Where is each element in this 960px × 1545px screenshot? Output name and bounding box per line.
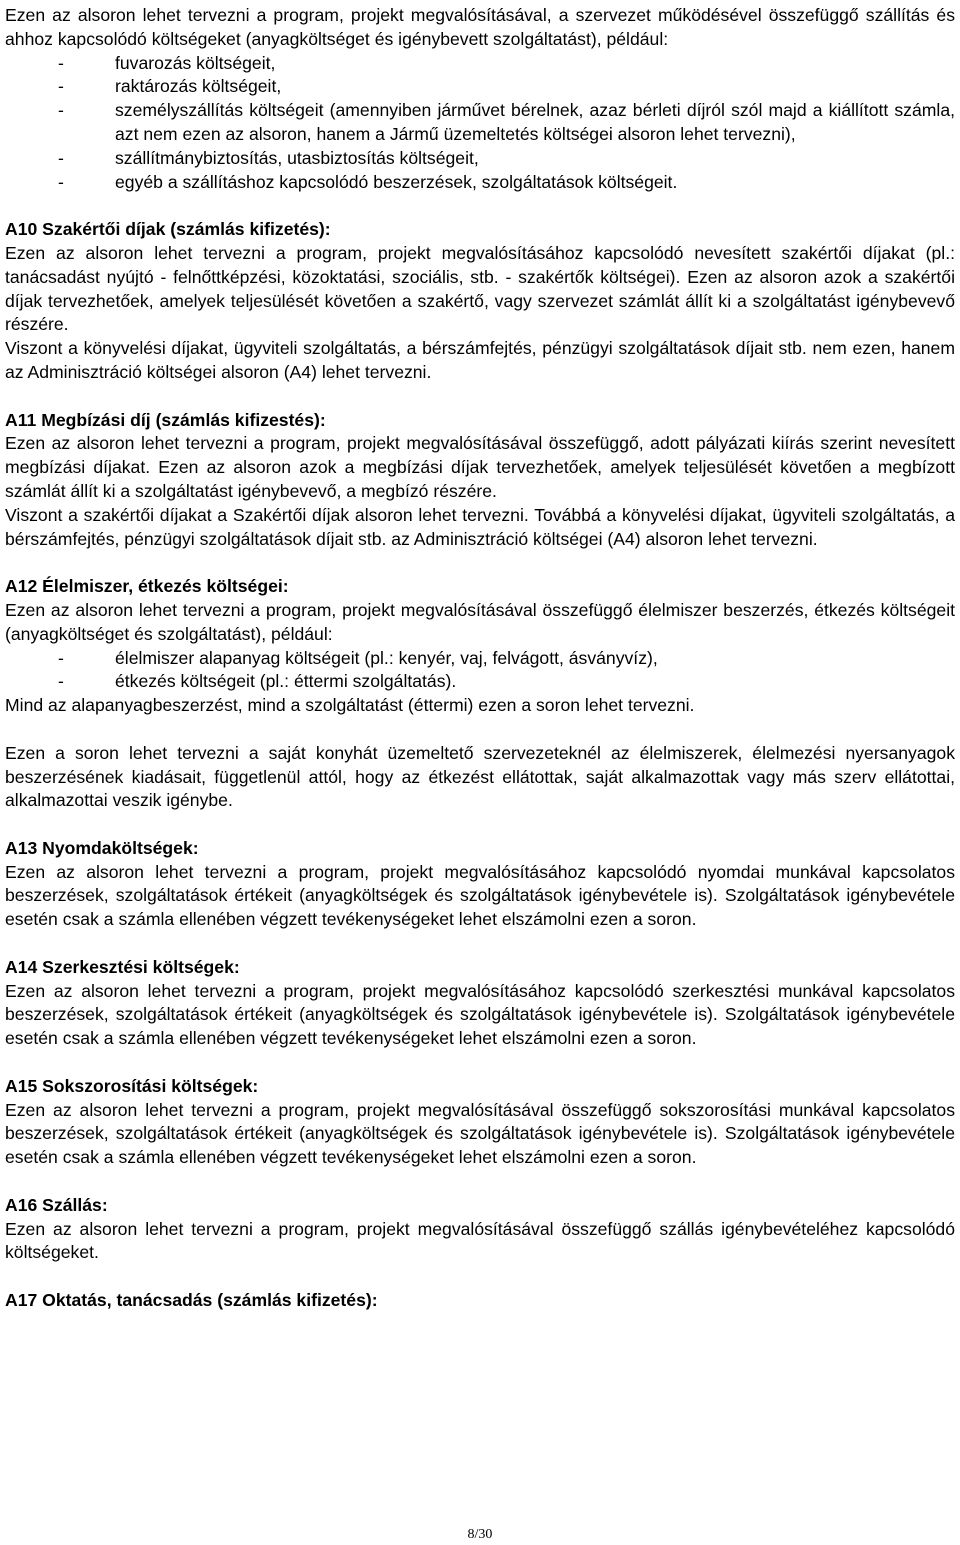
list-item: - raktározás költségeit, [5, 75, 955, 99]
page-number: 8/30 [467, 1527, 493, 1542]
section-a11-paragraph-1: Ezen az alsoron lehet tervezni a program, projekt megvalósításával összefüggő, adott pályázati kiírás szerint nevesített megbízási díjakat. Ezen az alsoron azok a megbízási díjak tervezhetőek, amelyek teljesülését követően a megbízott számlát állít ki a szolgáltatást igénybevevő, a megbízó részére. [5, 433, 955, 501]
transport-cost-list [5, 52, 955, 195]
section-heading-a11: A11 Megbízási díj (számlás kifizestés): [5, 409, 326, 430]
list-item: - fuvarozás költségeit, [5, 52, 955, 76]
list-dash: - [58, 647, 64, 668]
intro-paragraph: Ezen az alsoron lehet tervezni a program, projekt megvalósításával, a szervezet működésével összefüggő szállítás és ahhoz kapcsolódó költségeket (anyagköltséget és igénybevett szolgáltatást), például: [5, 5, 955, 49]
section-a12-paragraph-1: Ezen az alsoron lehet tervezni a program, projekt megvalósításával összefüggő élelmiszer beszerzés, étkezés költségeit (anyagköltséget és szolgáltatást), például: [5, 599, 955, 644]
list-dash: - [58, 100, 64, 121]
document-page [5, 4, 955, 1313]
list-dash: - [58, 171, 64, 192]
section-a12-paragraph-3: Ezen a soron lehet tervezni a saját konyhát üzemeltető szervezeteknél az élelmiszerek, élelmezési nyersanyagok beszerzésének kiadásait, függetlenül attól, hogy az étkezést ellátottak, saját alkalmazottak vagy más szerv ellátottai, alkalmazottai veszik igénybe. [5, 742, 955, 811]
list-item: - egyéb a szállításhoz kapcsolódó beszerzések, szolgáltatások költségeit. [5, 171, 955, 195]
section-a15-paragraph-1: Ezen az alsoron lehet tervezni a program, projekt megvalósításával összefüggő sokszorosítási munkával kapcsolatos beszerzések, szolgáltatások értékeit (anyagköltségek és szolgáltatások igénybevétele is). Szolgáltatások igénybevétele esetén csak a számla ellenében végzett tevékenységeket lehet elszámolni ezen a soron. [5, 1099, 955, 1168]
list-dash: - [58, 147, 64, 168]
section-heading-a15: A15 Sokszorosítási költségek: [5, 1075, 259, 1096]
section-heading-a17: A17 Oktatás, tanácsadás (számlás kifizetés): [5, 1290, 378, 1311]
section-heading-a10: A10 Szakértői díjak (számlás kifizetés): [5, 219, 331, 240]
list-dash: - [58, 52, 64, 73]
list-dash: - [58, 76, 64, 97]
section-a10-paragraph-1: Ezen az alsoron lehet tervezni a program, projekt megvalósításához kapcsolódó nevesített szakértői díjakat (pl.: tanácsadást nyújtó - felnőttképzési, közoktatási, szociális, stb. - szakértők költségei). Ezen az alsoron azok a szakértői díjak tervezhetőek, amelyek teljesülését követően a szakértő, vagy szervezet számlát állít ki a szolgáltatást igénybevevő részére. [5, 242, 955, 335]
list-item: - személyszállítás költségeit (amennyiben járművet bérelnek, azaz bérleti díjról szól majd a kiállított számla, azt nem ezen az alsoron, hanem a Jármű üzemeltetés költségei alsoron lehet tervezni), [58, 100, 955, 144]
section-a11-paragraph-2: Viszont a szakértői díjakat a Szakértői díjak alsoron lehet tervezni. Továbbá a könyvelési díjakat, ügyviteli szolgáltatás, a bérszámfejtés, pénzügyi szolgáltatások díjait stb. az Adminisztráció költségei (A4) alsoron lehet tervezni. [5, 504, 955, 549]
food-cost-list [5, 647, 955, 695]
section-a12-paragraph-2: Mind az alapanyagbeszerzést, mind a szolgáltatást (éttermi) ezen a soron lehet tervezni. [5, 695, 695, 716]
section-heading-a14: A14 Szerkesztési költségek: [5, 956, 240, 977]
list-item: - étkezés költségeit (pl.: éttermi szolgáltatás). [5, 670, 955, 694]
list-dash: - [58, 671, 64, 692]
section-a10-paragraph-2: Viszont a könyvelési díjakat, ügyviteli szolgáltatás, a bérszámfejtés, pénzügyi szolgáltatások díjait stb. nem ezen, hanem az Adminisztráció költségei alsoron (A4) lehet tervezni. [5, 338, 955, 382]
section-a14-paragraph-1: Ezen az alsoron lehet tervezni a program, projekt megvalósításához kapcsolódó szerkesztési munkával kapcsolatos beszerzések, szolgáltatások értékeit (anyagköltségek és szolgáltatások igénybevétele is). Szolgáltatások igénybevétele esetén csak a számla ellenében végzett tevékenységeket lehet elszámolni ezen a soron. [5, 980, 955, 1049]
section-heading-a12: A12 Élelmiszer, étkezés költségei: [5, 576, 289, 597]
section-heading-a13: A13 Nyomdaköltségek: [5, 837, 199, 858]
section-a16-paragraph-1: Ezen az alsoron lehet tervezni a program, projekt megvalósításával összefüggő szállás igénybevételéhez kapcsolódó költségeket. [5, 1218, 955, 1263]
list-item: - szállítmánybiztosítás, utasbiztosítás költségeit, [5, 147, 955, 171]
list-item: - élelmiszer alapanyag költségeit (pl.: kenyér, vaj, felvágott, ásványvíz), [5, 647, 955, 671]
section-heading-a16: A16 Szállás: [5, 1194, 108, 1215]
section-a13-paragraph-1: Ezen az alsoron lehet tervezni a program, projekt megvalósításához kapcsolódó nyomdai munkával kapcsolatos beszerzések, szolgáltatások értékeit (anyagköltségek és szolgáltatások igénybevétele is). Szolgáltatások igénybevétele esetén csak a számla ellenében végzett tevékenységeket lehet elszámolni ezen a soron. [5, 861, 955, 930]
